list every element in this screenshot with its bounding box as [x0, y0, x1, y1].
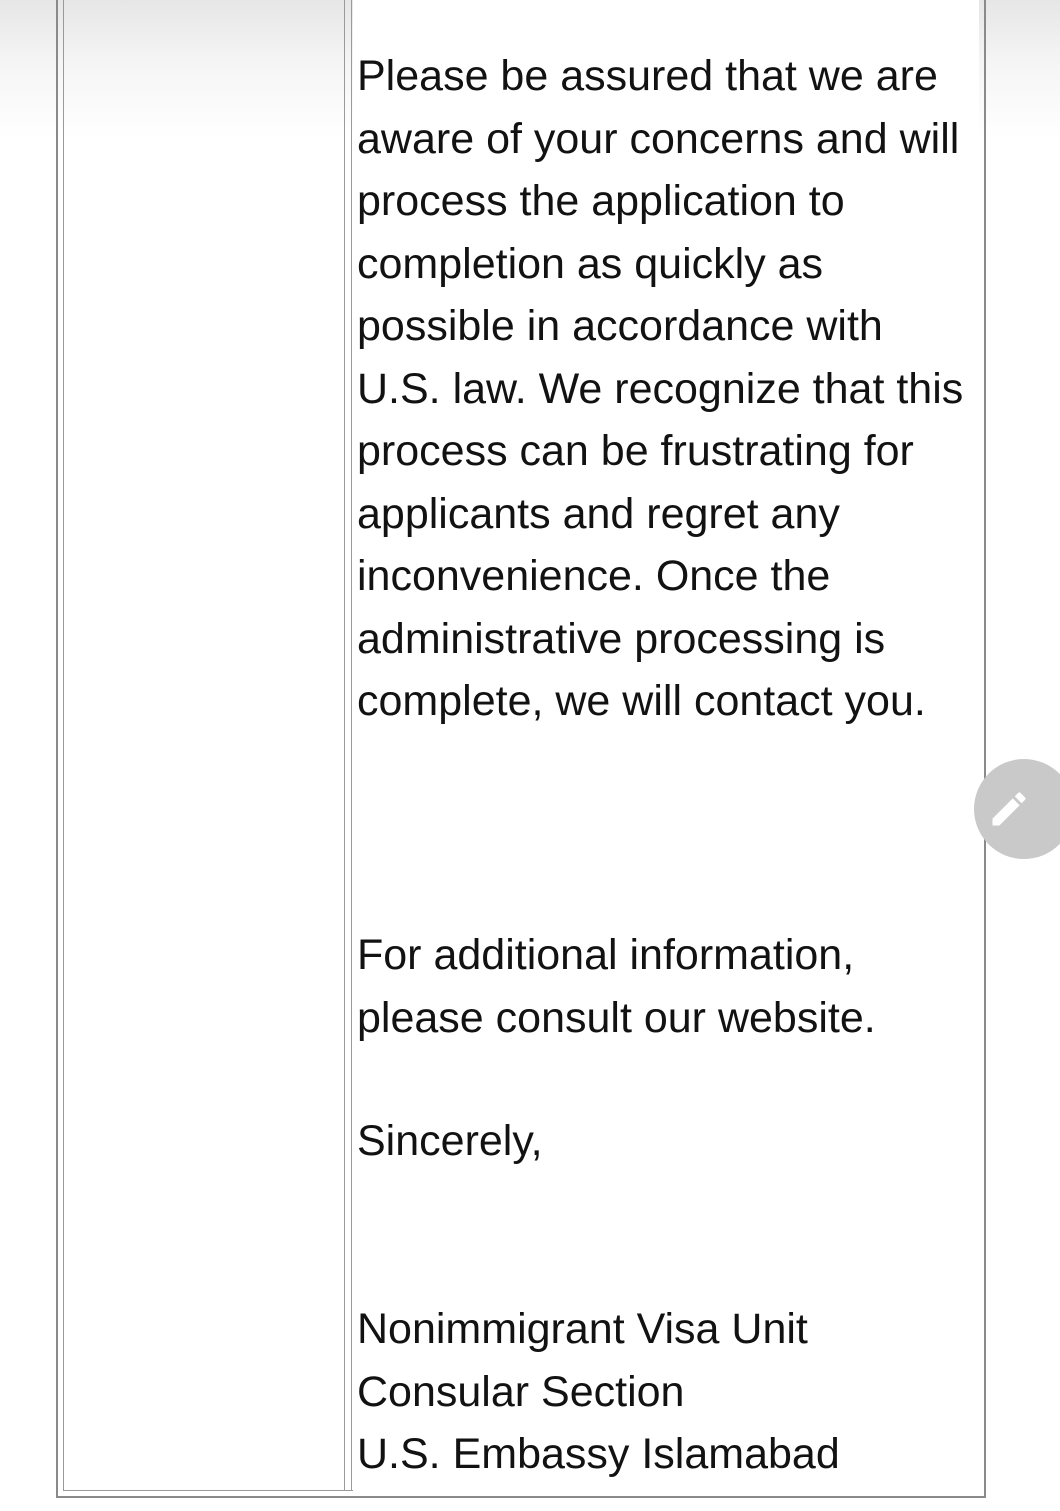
pencil-icon: [987, 787, 1031, 831]
signature-block: [357, 1298, 972, 1486]
message-cell: [353, 0, 979, 1491]
edit-button[interactable]: [974, 759, 1060, 859]
email-body-table: [56, 0, 986, 1498]
message-paragraph-more-info: For additional information, please consult our website.: [357, 931, 876, 1042]
message-paragraph-assurance: Please be assured that we are aware of your concerns and will process the application to completion as quickly as possible in accordance with U.S. law. We recognize that this process can be frustrating for applicants and regret any inconvenience. Once the administrative processing is complete, we will contact you.: [357, 52, 964, 725]
signature-line-embassy: U.S. Embassy Islamabad: [357, 1430, 840, 1478]
closing-salutation: Sincerely,: [357, 1117, 543, 1165]
signature-line-section: Consular Section: [357, 1367, 685, 1416]
column-divider: [345, 0, 352, 1491]
left-empty-cell: [63, 0, 345, 1491]
signature-line-unit: Nonimmigrant Visa Unit: [357, 1305, 808, 1353]
